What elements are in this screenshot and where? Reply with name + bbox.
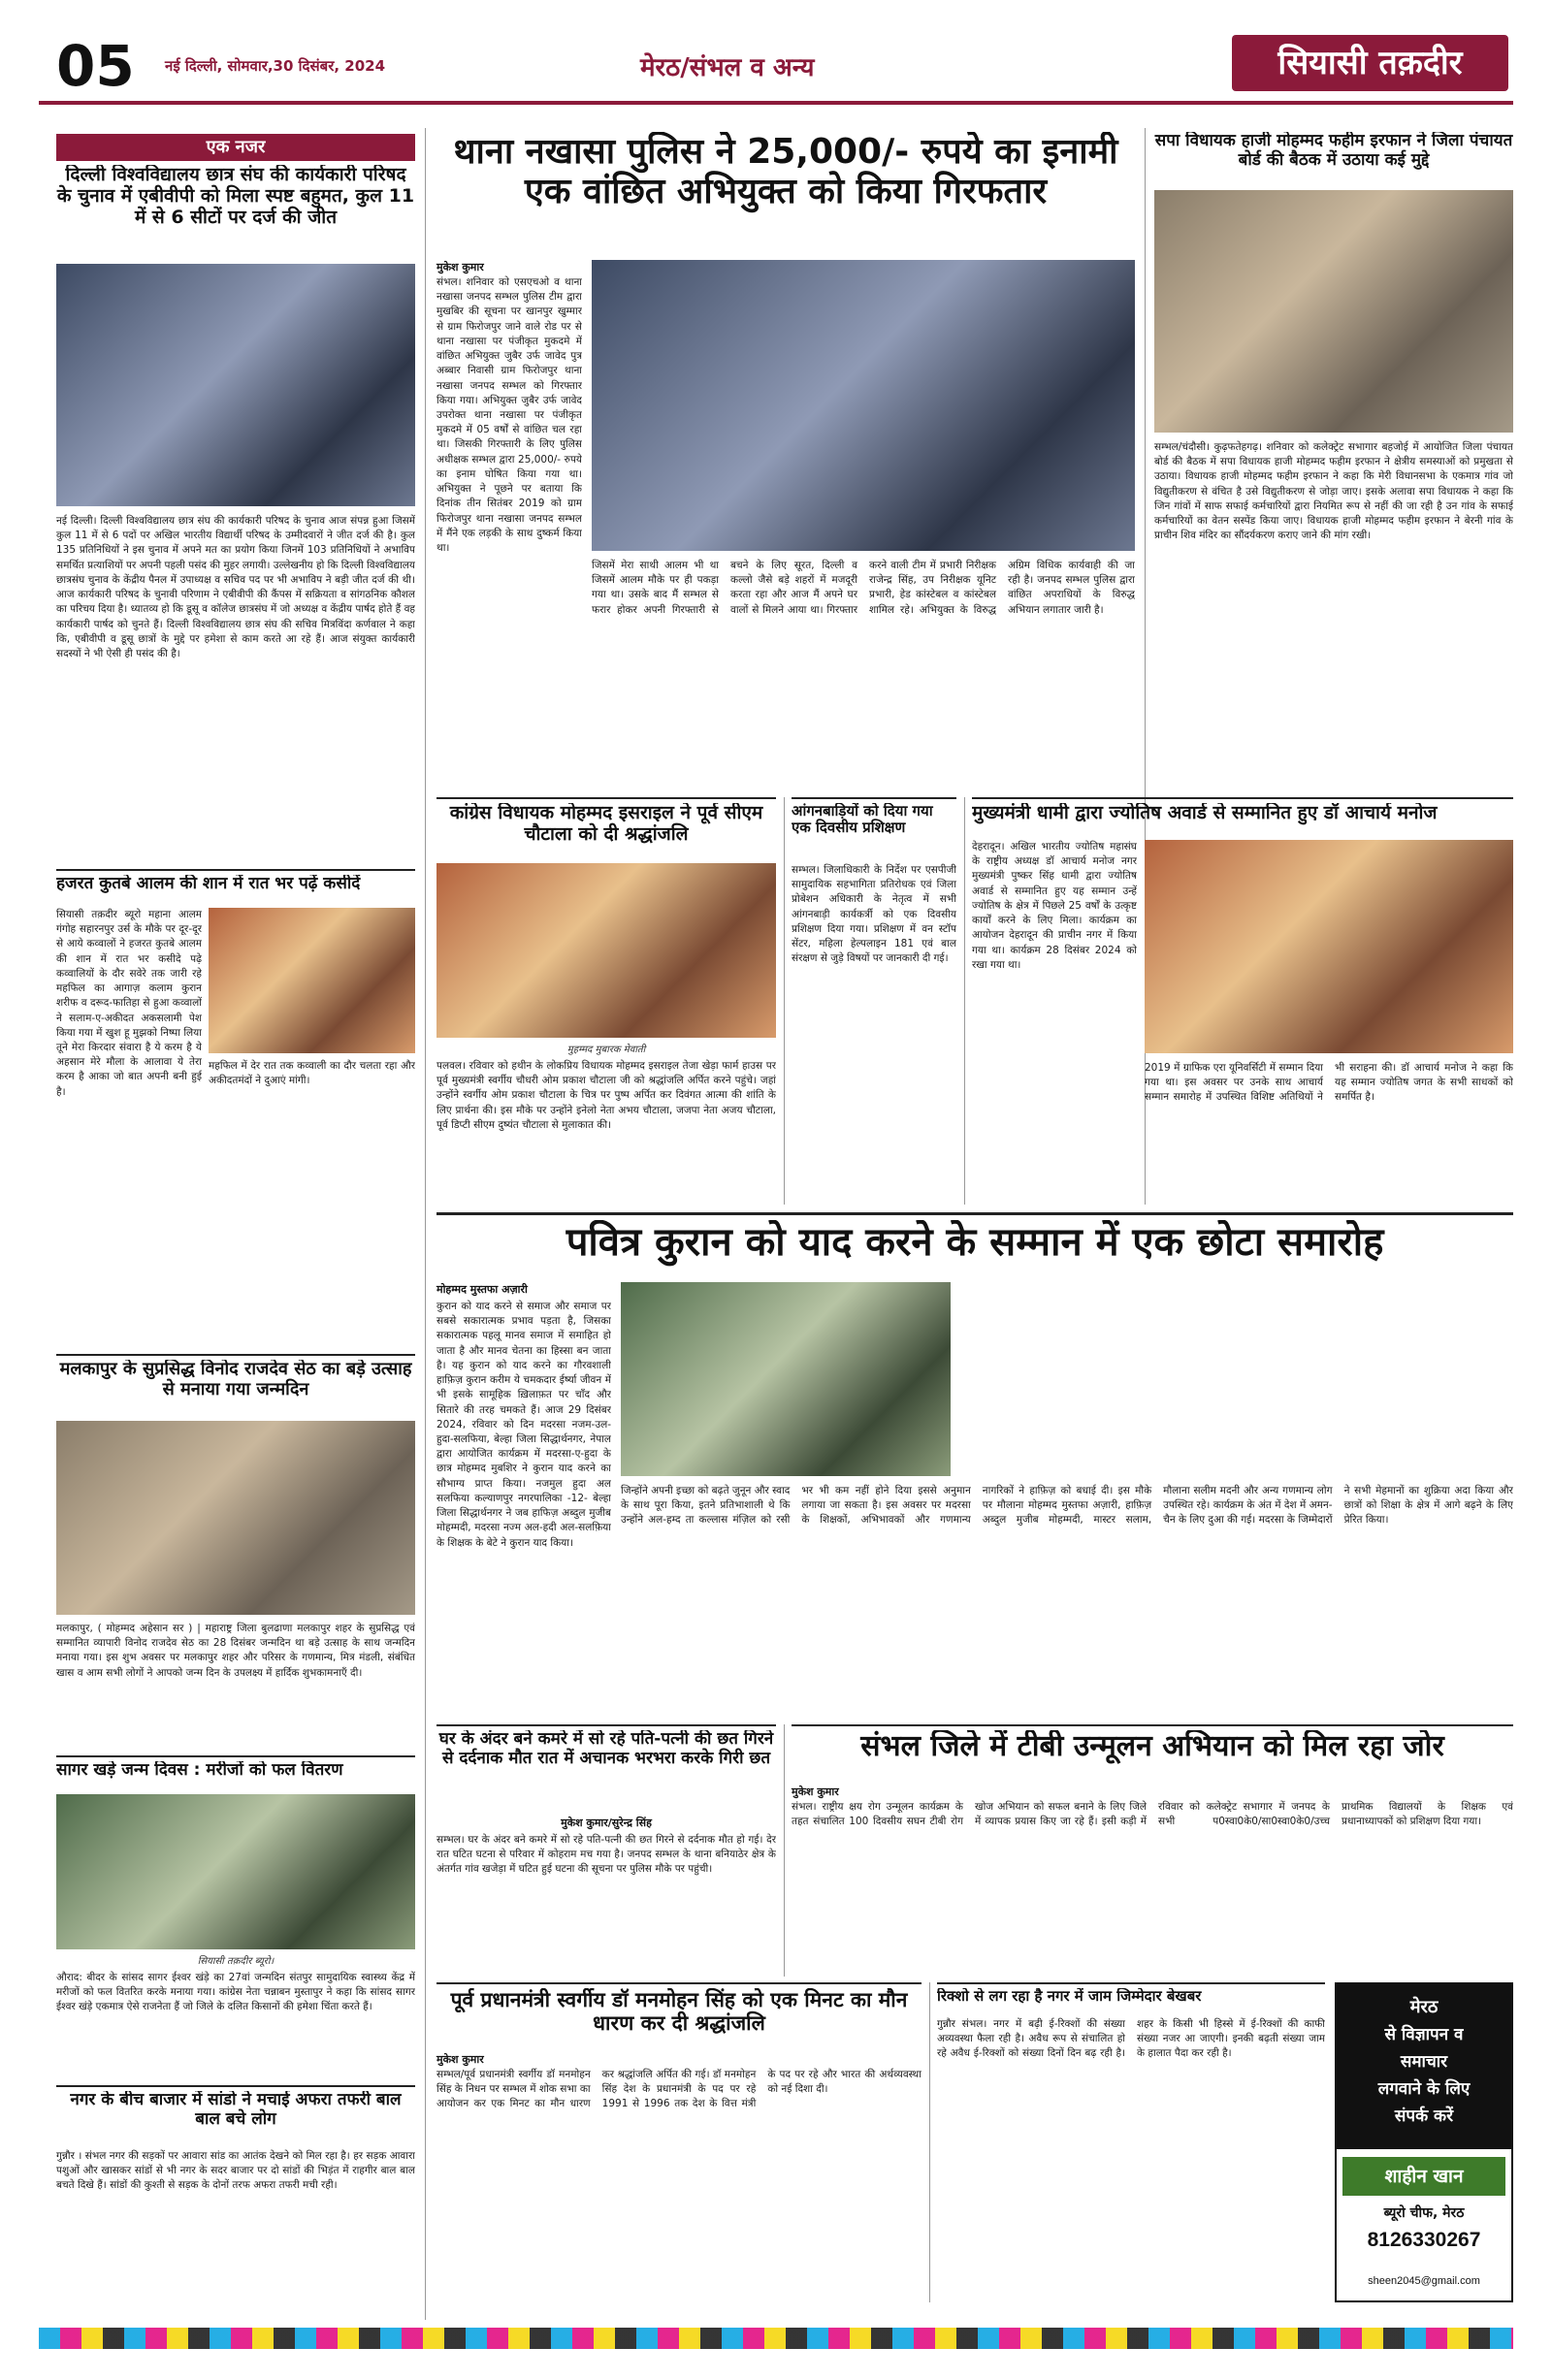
congress-caption: मुहम्मद मुबारक मेवाती — [566, 1045, 646, 1055]
ceremony-photo — [621, 1282, 951, 1476]
dhami-headline: मुख्यमंत्री धामी द्वारा ज्योतिष अवार्ड से सम्मानित हुए डॉ आचार्य मनोज — [972, 803, 1438, 823]
divider — [56, 1755, 415, 1757]
students-photo — [56, 264, 415, 506]
nakhasa-body-cont: जिसमें मेरा साथी आलम भी था जिसमें आलम मौके पर ही पकड़ा गया था। उसके बाद मैं सम्भल से फरार होकर अपनी गिरफ्तारी से बचने के लिए सूरत, दिल्ली व कल्लो जैसे बड़े शहरों में मजदूरी करता रहा और आज मैं अपने घर वालों से मिलने आया था। गिरफ्तार करने वाली टीम में प्रभारी निरीक्षक राजेन्द्र सिंह, उप निरीक्षक यूनिट प्रभारी, हेड कांस्टेबल व कांस्टेबल शामिल रहे। अभियुक्त के विरुद्ध अग्रिम विधिक कार्यवाही की जा रही है। जनपद सम्भल पुलिस द्वारा वांछित अपराधियों के विरुद्ध अभियान लगातार जारी है। — [592, 560, 1135, 616]
divider — [56, 2085, 415, 2087]
ghar-body: सम्भल। घर के अंदर बने कमरे में सो रहे पति-पत्नी की छत गिरने से दर्दनाक मौत हो गई। देर रात घटित घटना से परिवार में कोहराम मच गया है। जनपद सम्भल के थाना बनियाठेर क्षेत्र के अंतर्गत गांव खजेड़ा में घटित हुई घटना की सूचना पर पुलिस मौके पर पहुंची। — [436, 1834, 776, 1876]
column-rule — [929, 1982, 930, 2302]
column-rule — [784, 1724, 785, 1977]
qawwali-photo — [209, 908, 415, 1053]
ad-line-5: संपर्क करें — [1394, 2107, 1454, 2126]
kutub-headline: हजरत कुतबे आलम की शान में रात भर पढ़ें कसीदें — [56, 875, 361, 893]
anganwadi-headline: आंगनबाड़ियों को दिया गया एक दिवसीय प्रशिक्षण — [792, 803, 933, 837]
award-photo — [1145, 840, 1513, 1053]
ad-name: शाहीन खान — [1342, 2157, 1505, 2196]
divider — [792, 797, 956, 799]
ad-line-1: मेरठ — [1409, 1997, 1439, 2017]
sagar-headline: सागर खड़े जन्म दिवस : मरीजों को फल वितरण — [56, 1761, 343, 1780]
nakhasa-byline: मुकेश कुमार — [436, 261, 484, 273]
malkapur-headline: मलकापुर के सुप्रसिद्ध विनोद राजदेव सेठ का बड़े उत्साह से मनाया गया जन्मदिन — [59, 1360, 412, 1399]
sagar-caption: सियासी तक़दीर ब्यूरो। — [197, 1956, 275, 1967]
rickshaw-body: गुन्नौर संभल। नगर में बढ़ी ई-रिक्शों की संख्या अव्यवस्था फैला रही है। अवैध रूप से संचालित हो रहे अवैध ई-रिक्शों को संख्या दिनों दिन बढ़ रही है। शहर के किसी भी हिस्से में ई-रिक्शों की काफी संख्या नजर आ जाएगी। इनकी बढ़ती संख्या जाम के हालात पैदा कर रही है। — [937, 2018, 1325, 2060]
congress-body: पलवल। रविवार को हथीन के लोकप्रिय विधायक मोहम्मद इसराइल तेजा खेड़ा फार्म हाउस पर पूर्व मुख्यमंत्री स्वर्गीय चौधरी ओम प्रकाश चौटाला जी को श्रद्धांजलि अर्पित करने पहुंचे। जहां उन्होंने स्वर्गीय ओम प्रकाश चौटाला के चित्र पर पुष्प अर्पित कर दिवंगत आत्मा की शांति के लिए प्रार्थना की। इस मौके पर उन्होंने इनेलो नेता अभय चौटाला, जजपा नेता अजय चौटाला, पूर्व डिप्टी सीएम दुष्यंत चौटाला से मुलाकात की। — [436, 1060, 776, 1131]
masthead-rule — [39, 101, 1513, 105]
page-number: 05 — [56, 33, 135, 99]
manmohan-body: सम्भल/पूर्व प्रधानमंत्री स्वर्गीय डॉ मनमोहन सिंह के निधन पर सम्भल में शोक सभा का आयोजन कर एक मिनट का मौन धारण कर श्रद्धांजलि अर्पित की गई। डॉ मनमोहन सिंह देश के प्रधानमंत्री के पद पर रहे 1991 से 1996 तक देश के वित्त मंत्री के पद पर रहे और भारत की अर्थव्यवस्था को नई दिशा दी। — [436, 2069, 922, 2110]
police-photo — [592, 260, 1135, 551]
ad-box — [1335, 1982, 1513, 2302]
ek-nazar-headline: दिल्ली विश्वविद्यालय छात्र संघ की कार्यकारी परिषद के चुनाव में एबीवीपी को मिला स्पष्ट बहुमत, कुल 11 में से 6 सीटों पर दर्ज की जीत — [56, 165, 415, 228]
divider — [436, 1724, 776, 1726]
tb-headline: संभल जिले में टीबी उन्मूलन अभियान को मिल रहा जोर — [860, 1730, 1444, 1763]
section-title: मेरठ/संभल व अन्य — [640, 53, 815, 82]
ad-line-2: से विज्ञापन व — [1384, 2025, 1464, 2044]
congress-headline: कांग्रेस विधायक मोहम्मद इसराइल ने पूर्व सीएम चौटाला को दी श्रद्धांजलि — [449, 803, 763, 845]
tribute-photo — [436, 863, 776, 1038]
divider — [792, 1724, 1513, 1726]
ad-title: ब्यूरो चीफ, मेरठ — [1383, 2205, 1465, 2221]
sand-headline: नगर के बीच बाजार में सांडो ने मचाई अफरा तफरी बाल बाल बचे लोग — [70, 2091, 402, 2129]
rickshaw-headline: रिक्शो से लग रहा है नगर में जाम जिम्मेदार बेखबर — [937, 1988, 1202, 2005]
sand-body: गुन्नौर । संभल नगर की सड़कों पर आवारा सांड का आतंक देखने को मिल रहा है। हर सड़क आवारा पशुओं और खासकर सांडों से भी नगर के सदर बाजार पर दो सांडों की भिड़ंत में राहगीर बाल बाल बचते दिखे हैं। सांडों की कुश्ती से सड़क के दोनों तरफ अफरा तफरी मची रही। — [56, 2150, 415, 2192]
anganwadi-body: सम्भल। जिलाधिकारी के निर्देश पर एसपीजी सामुदायिक सहभागिता प्रतिरोधक एवं जिला प्रोबेशन अधिकारी के नेतृत्व में सभी आंगनबाड़ी कार्यकर्त्री को एक दिवसीय प्रशिक्षण दिया गया। प्रशिक्षण में वन स्टॉप सेंटर, महिला हेल्पलाइन 181 एवं बाल संरक्षण से जुड़े विषयों पर जानकारी दी गई। — [792, 864, 956, 965]
fahim-body: सम्भल/चंदौसी। कुढ़फतेहगढ़। शनिवार को कलेक्ट्रेट सभागार बहजोई में आयोजित जिला पंचायत बोर्ड की बैठक में सपा विधायक हाजी मोहम्मद फहीम इरफान ने क्षेत्रीय समस्याओं को प्रमुखता से उठाया। विधायक हाजी मोहम्मद फहीम इरफान ने कहा कि मेरी विधानसभा के एकमात्र गांव जो विद्युतीकरण से वंचित है उसे विद्युतीकरण से जोड़ा जाए। इसके अलावा सपा विधायक ने कहा कि जिन गांवों में साफ सफाई कर्मचारियों द्वारा नियमित रूप से नहीं की जा रही है उन गांव के सफाई कर्मचारियों का वेतन सस्पेंड किया जाए। विधायक हाजी मोहम्मद फहीम इरफान ने बेरनी गांव के प्राचीन शिव मंदिर का सौंदर्यकरण कराए जाने की मांग रखी। — [1154, 441, 1513, 542]
sagar-body: औराद: बीदर के सांसद सागर ईश्वर खंड़े का 27वां जन्मदिन संतपुर सामुदायिक स्वास्थ्य केंद्र में मरीजों को फल वितरित करके मनाया गया। कांग्रेस नेता चन्नाबन मुस्तापुर ने कहा कि सांसद सागर ईश्वर खंड़े एकमात्र ऐसे राजनेता हैं जो जिले के दलित किसानों की हमेशा चिंता करते हैं। — [56, 1972, 415, 2013]
nakhasa-headline: थाना नखासा पुलिस ने 25,000/- रुपये का इनामी एक वांछित अभियुक्त को किया गिरफतार — [453, 132, 1118, 212]
tb-byline: मुकेश कुमार — [792, 1785, 839, 1798]
divider — [436, 1212, 1513, 1215]
ad-phone: 8126330267 — [1367, 2229, 1481, 2251]
manmohan-byline: मुकेश कुमार — [436, 2053, 484, 2066]
ad-email: sheen2045@gmail.com — [1368, 2275, 1480, 2287]
divider — [937, 1982, 1325, 1984]
quran-byline: मोहम्मद मुस्तफा अज़ारी — [436, 1283, 528, 1296]
ek-nazar-label: एक नजर — [56, 134, 415, 161]
masthead — [39, 27, 1513, 107]
divider — [972, 797, 1513, 799]
quran-body-cont: जिन्होंने अपनी इच्छा को बढ़ते जुनून और स्वाद के साथ पूरा किया, इतने प्रतिभाशाली थे कि उन्होंने अल-हम्द ता कल्लास मंज़िल को रसी भर भी कम नहीं होने दिया इससे अनुमान लगाया जा सकता है। इस अवसर पर मदरसा के शिक्षकों, अभिभावकों और गणमान्य नागरिकों ने हाफ़िज़ को बधाई दी। इस मौके पर मौलाना मोहम्मद मुस्तफा अज़ारी, हाफ़िज़ अब्दुल मुजीब मोहम्मदी, मास्टर सलाम, मौलाना सलीम मदनी और अन्य गणमान्य लोग उपस्थित रहे। कार्यक्रम के अंत में देश में अमन-चैन के लिए दुआ की गई। मदरसा के जिम्मेदारों ने सभी मेहमानों का शुक्रिया अदा किया और छात्रों को शिक्षा के क्षेत्र में आगे बढ़ने के लिए प्रेरित किया। — [621, 1485, 1513, 1527]
paper-name: सियासी तक़दीर — [1232, 35, 1508, 91]
ghar-byline: मुकेश कुमार/सुरेन्द्र सिंह — [561, 1817, 652, 1829]
kutub-body: सियासी तक़दीर ब्यूरो महाना आलम गंगोह सहारनपुर उर्स के मौके पर दूर-दूर से आये कव्वालों ने हजरत कुतबे आलम की शान में रात भर कसीदे पढ़े कव्वालियों के दौर सवेरे तक जारी रहे महफिल का आगाज़ कलाम कुरान शरीफ व दरूद-फातिहा से हुआ कव्वालों ने सलाम-ए-अकीदत अकसलामी पेश किया गया में खुश हू मुझको निष्पा लिया तूने मेरा किरदार संवारा है ये करम है ये अहसान मेरे मौला के आलावा ये तेरा करम है आका जो बात अपनी बनी हुई है। — [56, 909, 202, 1098]
ad-line-4: लगवाने के लिए — [1377, 2079, 1471, 2099]
meeting-photo — [1154, 190, 1513, 433]
fahim-headline: सपा विधायक हाजी मोहम्मद फहीम इरफान ने जिला पंचायत बोर्ड की बैठक में उठाया कई मुद्दे — [1154, 132, 1513, 170]
ad-line-3: समाचार — [1400, 2052, 1448, 2072]
dhami-body-cont: 2019 में ग्राफिक एरा यूनिवर्सिटी में सम्मान दिया गया था। इस अवसर पर उनके साथ आचार्य सम्मान समारोह में उपस्थित विशिष्ट अतिथियों ने भी सराहना की। डॉ आचार्य मनोज ने कहा कि यह सम्मान ज्योतिष जगत के सभी साधकों को समर्पित है। — [1145, 1062, 1513, 1104]
column-rule — [964, 797, 965, 1205]
ek-nazar-body: नई दिल्ली। दिल्ली विश्वविद्यालय छात्र संघ की कार्यकारी परिषद के चुनाव आज संपन्न हुआ जिसमें कुल 11 में से 6 पदों पर अखिल भारतीय विद्यार्थी परिषद के उम्मीदवारों ने जीत दर्ज की है। कुल 135 प्रतिनिधियों ने इस चुनाव में अपने मत का प्रयोग किया जिनमें 103 प्रतिनिधियों ने अभाविप समर्थित प्रत्याशियों पर अपनी पहली पसंद की मुहर लगायी। उल्लेखनीय हो कि दिल्ली विश्वविद्यालय छात्रसंघ चुनाव के केंद्रीय पैनल में उपाध्यक्ष व सचिव पद पर भी अभाविप ने बड़ी जीत दर्ज की थी। आज कार्यकारी परिषद के चुनावी परिणाम ने एबीवीपी की कैंपस में सक्रियता व सांगठनिक कौशल का परिचय दिया है। ध्यातव्य हो कि डूसू व कॉलेज छात्रसंघ में जो अध्यक्ष व केंद्रीय पार्षद होते हैं वह कार्यकारी पार्षद को चुनते हैं। दिल्ली विश्वविद्यालय छात्र संघ की सचिव मित्रविंदा कर्णवाल ने कहा कि, एबीवीपी व डूसू छात्रों के मुद्दे पर हमेशा से काम करते आ रहे हैं। आज संयुक्त कार्यकारी सदस्यों ने भी ऐसी ही पसंद की है। — [56, 515, 415, 659]
hospital-photo — [56, 1794, 415, 1949]
malkapur-body: मलकापुर, ( मोहम्मद अहेसान सर ) | महाराष्ट्र जिला बुलढाणा मलकापुर शहर के सुप्रसिद्ध एवं सम्मानित व्यापारी विनोद राजदेव सेठ का 28 दिसंबर जन्मदिन था बड़े उत्साह के साथ जन्मदिन मनाया गया। इस शुभ अवसर पर मलकापुर शहर और परिसर के गणमान्य, मित्र मंडली, संबंधित खास व आम सभी लोगों ने आपको जन्म दिन के उपलक्ष्य में हार्दिक शुभकामनाएँ दी। — [56, 1623, 415, 1679]
birthday-photo — [56, 1421, 415, 1615]
nakhasa-body: संभल। शनिवार को एसएचओ व थाना नखासा जनपद सम्भल पुलिस टीम द्वारा मुखबिर की सूचना पर खानपुर खुम्मार से ग्राम फिरोजपुर जाने वाले रोड पर से थाना नखासा पर पंजीकृत मुकदमे में वांछित अभियुक्त जुबैर उर्फ जावेद पुत्र अब्बार निवासी ग्राम फिरोजपुर थाना नखासा जनपद सम्भल को गिरफ्तार किया गया। अभियुक्त जुबैर उर्फ जावेद उपरोक्त थाना नखासा पर पंजीकृत मुकदमे में 05 वर्षों से वांछित चल रहा था। जिसकी गिरफ्तारी के लिए पुलिस अधीक्षक सम्भल द्वारा 25,000/- रुपये का इनाम घोषित किया गया था। अभियुक्त ने पूछने पर बताया कि दिनांक तीन सितंबर 2019 को ग्राम फिरोजपुर थाना नखासा जनपद सम्भल में मैंने एक लड़की के साथ दुष्कर्म किया था। — [436, 276, 582, 554]
divider — [56, 1354, 415, 1356]
quran-headline: पवित्र कुरान को याद करने के सम्मान में एक छोटा समारोह — [566, 1220, 1384, 1265]
divider — [56, 869, 415, 871]
column-rule — [425, 128, 426, 2320]
quran-body: कुरान को याद करने से समाज और समाज पर सबसे सकारात्मक प्रभाव पड़ता है, जिसका सकारात्मक पहलू मानव समाज में समाहित हो जाता है और मानव चेतना का हिस्सा बन जाता है। यह कुरान को याद करने का गौरवशाली हाफ़िज़ कुरान करीम ये चमकदार ईर्ष्या जीवन में भी इसके सामूहिक ख़िलाफ़त पर चाँद और सितारे की तरह चमकते हैं। आज 29 दिसंबर 2024, रविवार को दिन मदरसा नजम-उल-हुदा-सलफिया, बेल्हा जिला सिद्धार्थनगर, नेपाल द्वारा आयोजित कार्यक्रम में मदरसा-ए-हुदा के छात्र मोहम्मद मुबशिर ने कुरान याद करने का सौभाग्य प्राप्त किया। नजमुल हुदा अल सलफिया कल्याणपुर नगरपालिका -12- बेल्हा जिला सिद्धार्थनगर ने जब हाफिज़ अब्दुल मुजीब मोहम्मदी, मदरसा नज्म अल-हदी अल-सलफ़िया के शिक्षक के बेटे ने कुरान याद किया। — [436, 1301, 611, 1549]
column-rule — [784, 797, 785, 1205]
dateline: नई दिल्ली, सोमवार,30 दिसंबर, 2024 — [165, 57, 386, 75]
divider — [436, 797, 776, 799]
tb-body: संभल। राष्ट्रीय क्षय रोग उन्मूलन कार्यक्रम के तहत संचालित 100 दिवसीय सघन टीबी रोग खोज अभियान को सफल बनाने के लिए जिले में व्यापक प्रयास किए जा रहे हैं। इसी कड़ी में रविवार को कलेक्ट्रेट सभागार में जनपद के सभी प0स्वा0के0/सा0स्वा0के0/उच्च प्राथमिक विद्यालयों के शिक्षक एवं प्रधानाध्यापकों को प्रशिक्षण दिया गया। — [792, 1801, 1513, 1828]
dhami-body: देहरादून। अखिल भारतीय ज्योतिष महासंघ के राष्ट्रीय अध्यक्ष डॉ आचार्य मनोज नगर मुख्यमंत्री पुष्कर सिंह धामी द्वारा ज्योतिष अवार्ड से सम्मानित हुए यह सम्मान उन्हें ज्योतिष के क्षेत्र में पिछले 25 वर्षों के उत्कृष्ट कार्यों करने के लिए मिला। कार्यक्रम का आयोजन देहरादून की प्राचीन नगर में किया गया था। कार्यक्रम 28 दिसंबर 2024 को रखा गया था। — [972, 841, 1137, 971]
color-register-bar — [39, 2328, 1513, 2349]
ad-header — [1337, 1984, 1511, 2149]
kutub-body-cont: महफिल में देर रात तक कव्वाली का दौर चलता रहा और अकीदतमंदों ने दुआएं मांगी। — [209, 1060, 415, 1087]
divider — [436, 1982, 922, 1984]
ghar-headline: घर के अंदर बने कमरे में सो रहे पति-पत्नी की छत गिरने से दर्दनाक मौत रात में अचानक भरभरा करके गिरी छत — [438, 1730, 774, 1768]
manmohan-headline: पूर्व प्रधानमंत्री स्वर्गीय डॉ मनमोहन सिंह को एक मिनट का मौन धारण कर दी श्रद्धांजलि — [450, 1988, 908, 2036]
